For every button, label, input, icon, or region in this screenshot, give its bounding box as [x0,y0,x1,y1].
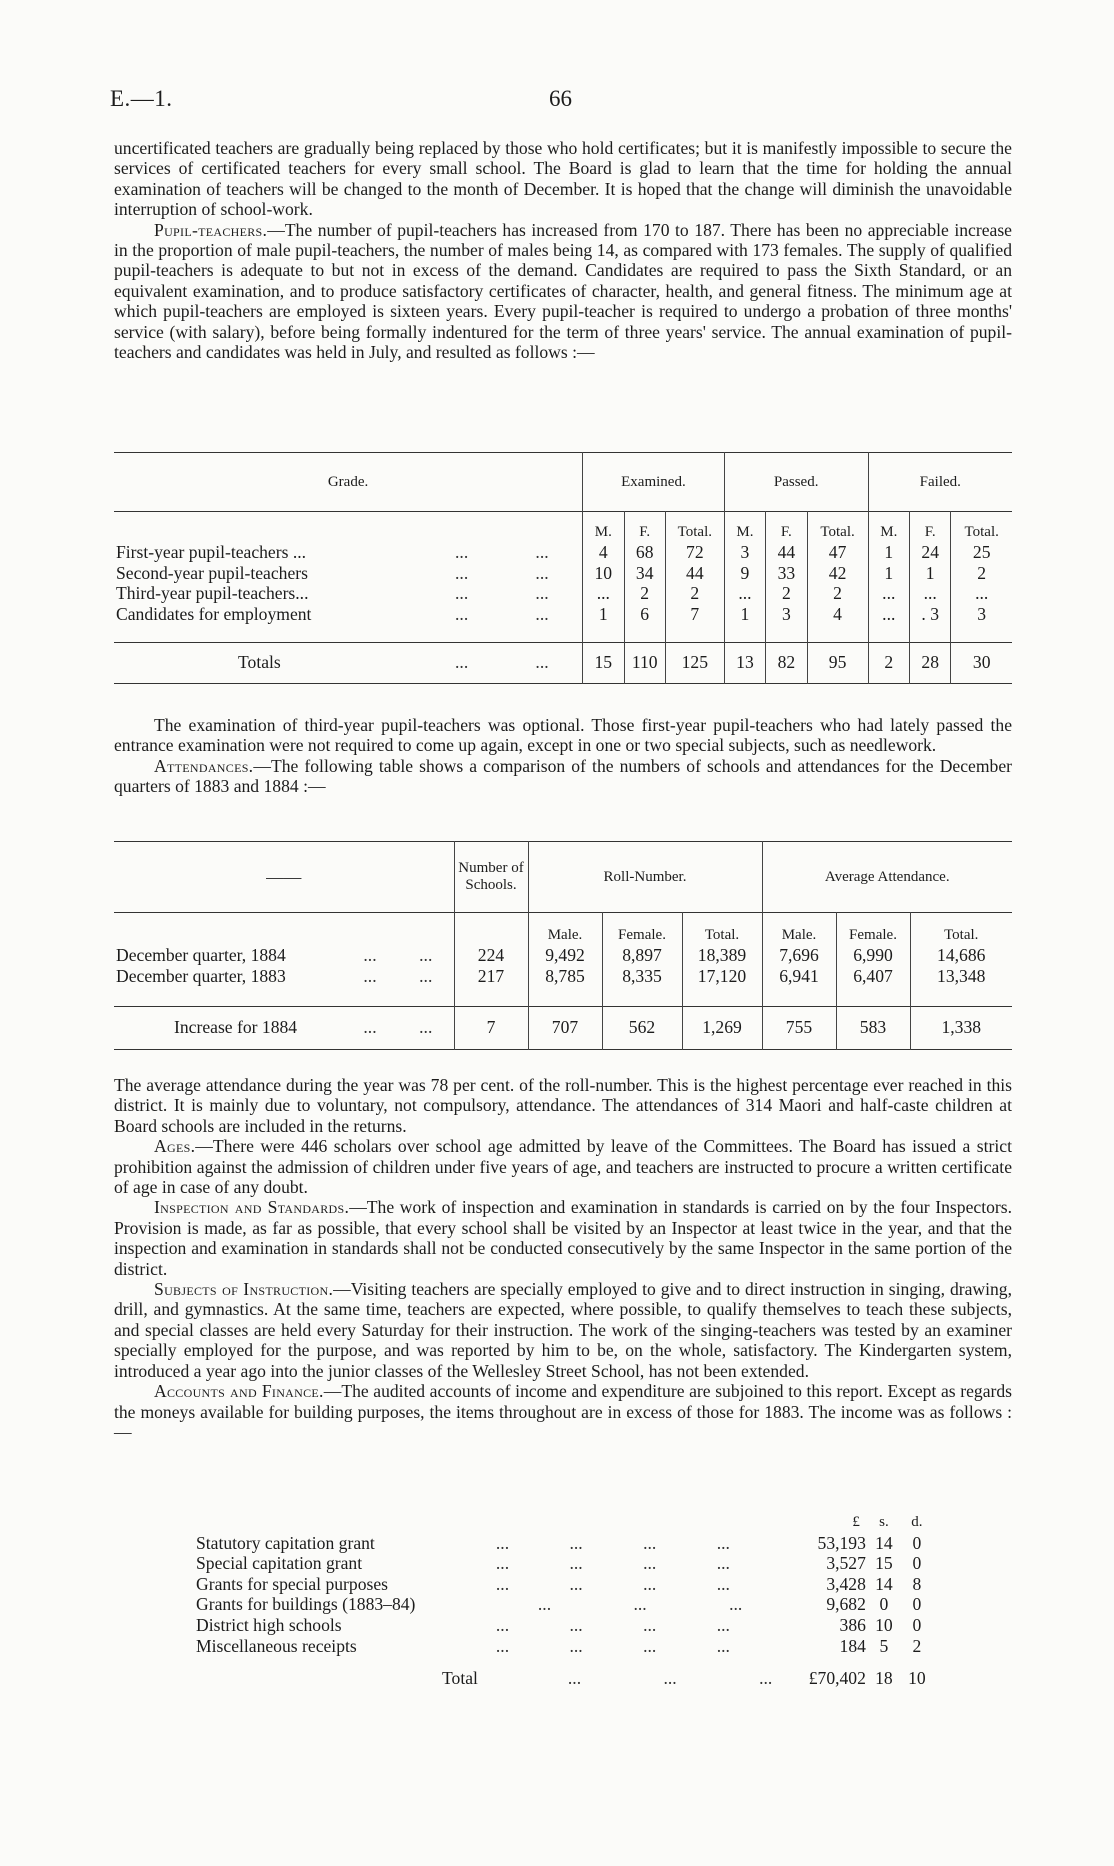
income-total-row [196,1668,932,1689]
att-sub-header-row [114,913,1012,946]
cell: ... [724,583,765,604]
sub-header: Total. [682,913,762,946]
sub-header: Total. [951,512,1012,543]
row-label: December quarter, 1884 [116,945,286,965]
text-block-middle [114,715,1012,797]
schools-header: Number of Schools. [454,842,528,913]
leader-dots: ... [455,562,469,583]
income-total-label: Total [442,1668,478,1689]
sub-header: Total. [807,512,868,543]
sub-header: F. [909,512,950,543]
pence-cell: 8 [912,1573,922,1594]
heading-inspection: Inspection and Standards. [154,1197,350,1218]
leader-dots: ... [455,542,469,562]
cell: 217 [454,966,528,987]
heading-attendances: Attendances. [154,755,254,776]
leader-dots: ... [535,562,549,583]
cell: 583 [836,1006,910,1049]
leader-dots: ... [419,945,433,965]
exam-group-header-row [114,453,1012,512]
table-row [114,583,1012,604]
cell: 8,897 [602,945,682,966]
cell: 2 [868,642,909,683]
income-row [196,1533,932,1554]
paragraph-attendances [114,756,1012,797]
paragraph-continuation: uncertificated teachers are gradually being replaced by those who hold certificates; but it is manifestly impossible to secure the services of certificated teachers for every small school. The Board is glad to learn that the time for holding the annual examination of teachers will be changed to the month of December. It is hoped that the change will diminish the unavoidable interruption of school-work. [114,138,1012,220]
cell: 10 [583,563,624,584]
income-row [196,1553,932,1574]
sub-header: M. [868,512,909,543]
cell: 3 [951,604,1012,625]
pounds-header: £ [852,1514,860,1530]
leader-dots: ... [455,583,469,603]
table-row [114,604,1012,625]
text-subjects: —Visiting teachers are specially employed to give and to direct instruction in singing, drawing, drill, and gymnastics. At the same time, teachers are expected, where possible, to qualify themselves to teach these subjects, and special classes are held every Saturday for their instruction. The work of the singing-teachers was tested by an examiner specially employed for the purpose, and was reported by him to be, on the whole, satisfactory. The Kindergarten system, introduced a year ago into the junior classes of the Wellesley Street School, has not been extended. [114,1279,1012,1381]
cell: 1 [909,563,950,584]
leader-dots: ... [455,652,469,673]
cell: 17,120 [682,966,762,987]
text-pupil-teachers: —The number of pupil-teachers has increased from 170 to 187. There has been no appreciable increase in the proportion of male pupil-teachers, the number of males being 14, as compared with 173 females. The supply of qualified pupil-teachers is adequate to but not in excess of the demand. Candidates are required to pass the Sixth Standard, or an equivalent examination, and to produce satisfactory certificates of character, health, and general fitness. The minimum age at which pupil-teachers are employed is sixteen years. Every pupil-teacher is required to undergo a probation of three months' service (with salary), before being formally indentured for the term of three years' service. The annual examination of pupil-teachers and candidates was held in July, and resulted as follows :— [114,219,1012,363]
income-row [196,1574,932,1595]
pounds-cell: 53,193 [817,1532,866,1553]
sub-header: Male. [762,913,836,946]
totals-row [114,642,1012,683]
cell: 2 [807,583,868,604]
cell: 1,269 [682,1006,762,1049]
pounds-cell: 386 [839,1614,866,1635]
cell: 6 [624,604,665,625]
cell: 1 [868,542,909,563]
cell: 3 [724,542,765,563]
examined-header: Examined. [583,453,725,512]
cell: 2 [665,583,724,604]
text-block-lower [114,1075,1012,1442]
cell: 15 [583,642,624,683]
cell: ... [868,583,909,604]
cell: 1 [868,563,909,584]
average-attendance-header: Average Attendance. [762,842,1012,913]
leader-dots: ... [535,652,549,673]
row-label: Third-year pupil-teachers... [116,583,309,603]
cell: 42 [807,563,868,584]
shillings-cell: 5 [879,1635,889,1656]
cell: 44 [665,563,724,584]
cell: 6,407 [836,966,910,987]
shillings-cell: 15 [875,1553,893,1574]
increase-label: Increase for 1884 [174,1017,298,1038]
failed-header: Failed. [868,453,1012,512]
increase-row [114,1006,1012,1049]
cell: 8,785 [528,966,602,987]
cell: 72 [665,542,724,563]
text-accounts: —The audited accounts of income and expenditure are subjoined to this report. Except as regards the moneys available for building purposes, the items throughout are in excess of those for 1883. The income was as follows :— [114,1381,1012,1442]
shillings-cell: 0 [879,1594,889,1615]
leader-dots: ... [535,583,549,603]
heading-ages: Ages. [154,1136,196,1157]
cell: 110 [624,642,665,683]
row-label: First-year pupil-teachers ... [116,542,307,562]
cell: 6,941 [762,966,836,987]
roll-number-header: Roll-Number. [528,842,762,913]
row-label: December quarter, 1883 [116,965,286,986]
leader-dots: ... [419,965,433,986]
cell: 7 [454,1006,528,1049]
leader-dots: ... ... ... [567,1668,773,1689]
sub-header: F. [766,512,807,543]
row-label: Second-year pupil-teachers [116,562,308,583]
leader-dots: ... [455,603,469,624]
cell: 7,696 [762,945,836,966]
section-code: E.—1. [110,86,173,111]
table-row [114,563,1012,584]
cell: ... [868,604,909,625]
cell: 4 [807,604,868,625]
leader-dots: ... ... ... [537,1594,743,1615]
pence-cell: 0 [912,1553,922,1574]
cell: 33 [766,563,807,584]
leader-dots: ... [363,1017,377,1038]
leader-dots: ... ... ... ... [495,1573,730,1594]
paragraph-ages [114,1136,1012,1197]
shillings-cell: 10 [875,1614,893,1635]
cell: 9 [724,563,765,584]
text-inspection: —The work of inspection and examination in standards is carried on by the four Inspectors. Provision is made, as far as possible, that every school shall be visited by an Inspector at least twice in the year, and that the inspection and examination in standards shall not be conducted consecutively by the same Inspector in the same portion of the district. [114,1197,1012,1279]
paragraph-subjects [114,1279,1012,1381]
cell: 82 [766,642,807,683]
cell: 2 [766,583,807,604]
cell: 44 [766,542,807,563]
cell: 34 [624,563,665,584]
paragraph-average-attendance: The average attendance during the year was 78 per cent. of the roll-number. This is the highest percentage ever reached in this district. It is mainly due to voluntary, not compulsory, attendance. The attendances of 314 Maori and half-caste children at Board schools are included in the returns. [114,1075,1012,1136]
cell: 7 [665,604,724,625]
heading-pupil-teachers: Pupil-teachers. [154,219,268,240]
income-label: District high schools [196,1614,342,1635]
text-ages: —There were 446 scholars over school age admitted by leave of the Committees. The Board has issued a strict prohibition against the admission of children under five years of age, and teachers are instructed to procure a written certificate of age in case of any doubt. [114,1136,1012,1198]
shillings-cell: 18 [875,1668,893,1689]
leader-dots: ... ... ... ... [495,1614,730,1635]
cell: 8,335 [602,966,682,987]
attendance-table [114,841,1012,1050]
pounds-cell: 3,527 [826,1553,866,1574]
income-table [196,1512,932,1689]
cell: 47 [807,542,868,563]
pence-cell: 10 [908,1668,926,1689]
leader-dots: ... [363,965,377,986]
cell: 9,492 [528,945,602,966]
cell: 1 [724,604,765,625]
leader-dots: ... [419,1017,433,1038]
table-row [114,542,1012,563]
pence-cell: 2 [912,1635,922,1656]
leader-dots: ... ... ... ... [495,1532,730,1553]
cell: . 3 [909,604,950,625]
page-number: 66 [549,86,572,111]
cell: 95 [807,642,868,683]
cell: 13,348 [910,966,1012,987]
leader-dots: ... ... ... ... [495,1553,730,1574]
shillings-cell: 14 [875,1573,893,1594]
att-group-header-row [114,842,1012,913]
pence-header: d. [911,1514,923,1530]
paragraph-exam-note: The examination of third-year pupil-teachers was optional. Those first-year pupil-teachers who had lately passed the entrance examination were not required to come up again, except in one or two special subjects, such as needlework. [114,715,1012,756]
income-label: Miscellaneous receipts [196,1635,357,1656]
cell: ... [951,583,1012,604]
cell: 14,686 [910,945,1012,966]
leader-dots: ... [363,945,377,965]
cell: 707 [528,1006,602,1049]
pounds-cell: £70,402 [808,1668,866,1689]
cell: 2 [624,583,665,604]
pence-cell: 0 [912,1594,922,1615]
cell: 6,990 [836,945,910,966]
passed-header: Passed. [724,453,868,512]
pence-cell: 0 [912,1532,922,1553]
heading-accounts: Accounts and Finance. [154,1381,324,1402]
pounds-cell: 3,428 [826,1573,866,1594]
income-label: Grants for buildings (1883–84) [196,1594,416,1615]
heading-subjects: Subjects of Instruction. [154,1279,334,1300]
cell: 25 [951,542,1012,563]
cell: 125 [665,642,724,683]
cell: 24 [909,542,950,563]
cell: ... [583,583,624,604]
cell: 13 [724,642,765,683]
income-label: Statutory capitation grant [196,1532,375,1553]
income-row [196,1594,932,1615]
sub-header: Female. [836,913,910,946]
sub-header: Male. [528,913,602,946]
pence-cell: 0 [912,1614,922,1635]
income-label: Special capitation grant [196,1553,363,1574]
blank-header: —— [266,866,302,887]
cell: 1,338 [910,1006,1012,1049]
currency-header-row [196,1512,932,1533]
income-label: Grants for special purposes [196,1573,389,1594]
income-row [196,1636,932,1657]
table-row [114,966,1012,987]
pounds-cell: 184 [839,1635,866,1656]
leader-dots: ... ... ... ... [495,1635,730,1656]
income-row [196,1615,932,1636]
cell: 30 [951,642,1012,683]
sub-header: Total. [910,913,1012,946]
paragraph-accounts [114,1381,1012,1442]
exam-sub-header-row [114,512,1012,543]
paragraph-inspection [114,1197,1012,1279]
exam-results-table [114,452,1012,684]
leader-dots: ... [535,603,549,624]
sub-header: F. [624,512,665,543]
cell: 1 [583,604,624,625]
sub-header: Female. [602,913,682,946]
table-row [114,945,1012,966]
pounds-cell: 9,682 [826,1594,866,1615]
cell: 2 [951,563,1012,584]
text-block-top [114,138,1012,362]
text-attendances: —The following table shows a comparison of the numbers of schools and attendances for the December quarters of 1883 and 1884 :— [114,755,1012,797]
cell: 562 [602,1006,682,1049]
cell: ... [909,583,950,604]
paragraph-pupil-teachers [114,220,1012,363]
row-label: Candidates for employment [116,603,312,624]
cell: 755 [762,1006,836,1049]
cell: 68 [624,542,665,563]
cell: 4 [583,542,624,563]
shillings-cell: 14 [875,1532,893,1553]
sub-header: M. [724,512,765,543]
totals-label: Totals [238,652,281,673]
grade-header: Grade. [327,473,369,490]
cell: 224 [454,945,528,966]
cell: 3 [766,604,807,625]
sub-header: Total. [665,512,724,543]
sub-header: M. [583,512,624,543]
cell: 18,389 [682,945,762,966]
shillings-header: s. [879,1514,889,1530]
leader-dots: ... [535,542,549,562]
cell: 28 [909,642,950,683]
